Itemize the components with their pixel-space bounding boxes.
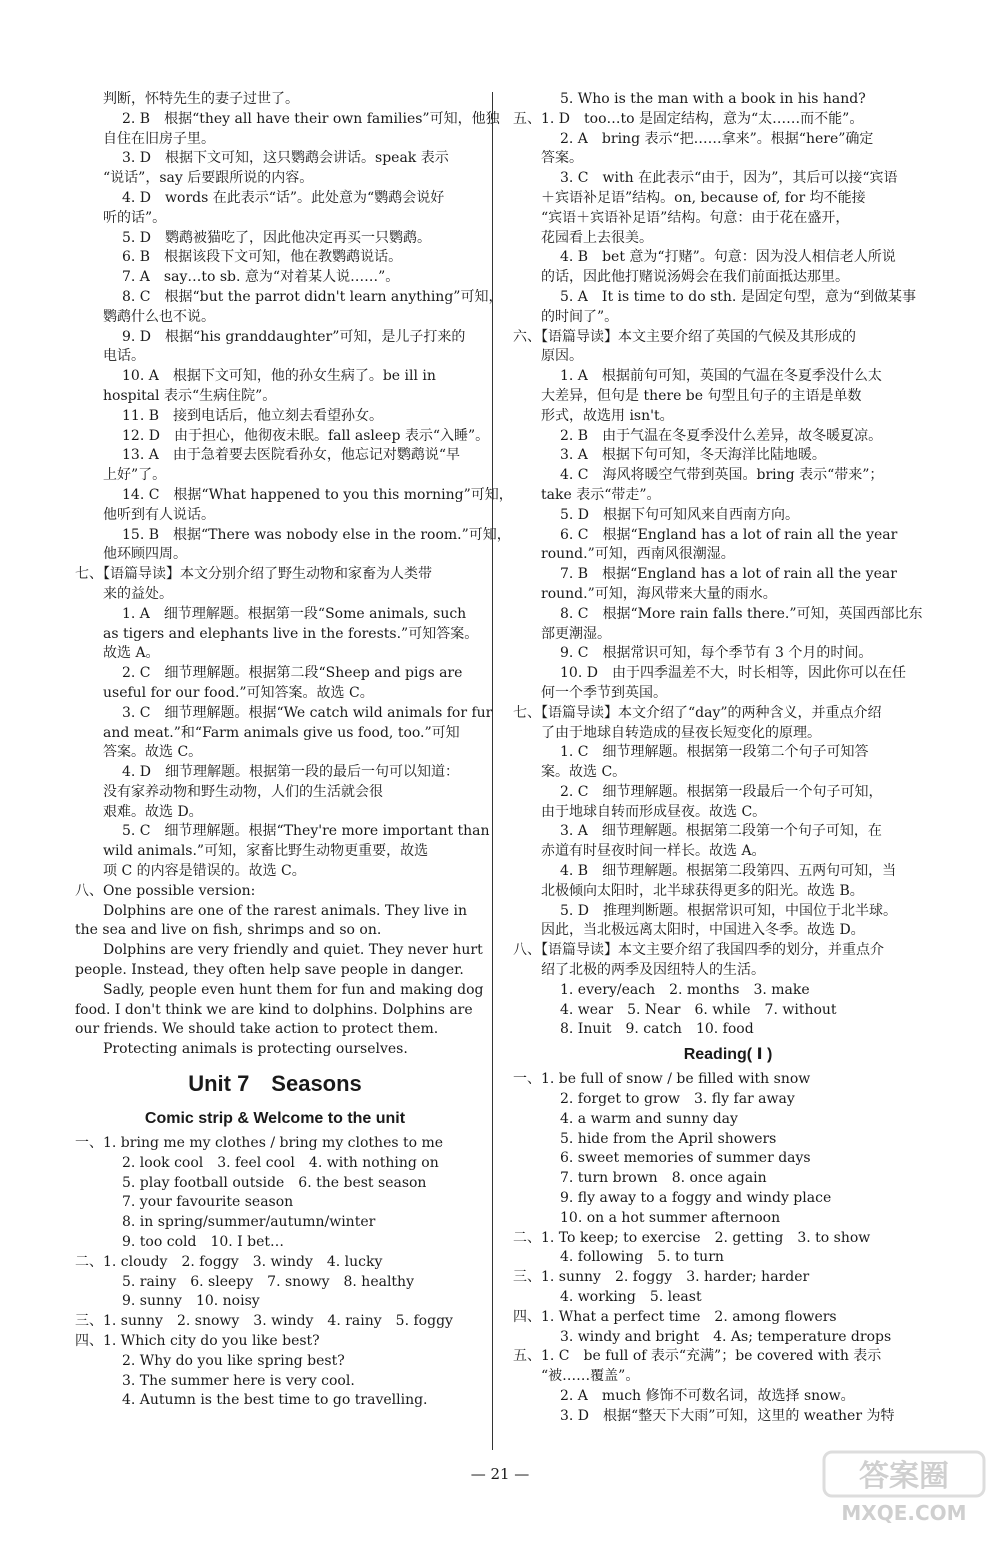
text-line: 4. following 5. to turn <box>560 1249 724 1266</box>
text-line: 3. D 根据下文可知，这只鹦鹉会讲话。speak 表示 <box>122 150 449 167</box>
text-line: 四、1. Which city do you like best? <box>75 1333 320 1350</box>
text-line: hospital 表示“生病住院”。 <box>103 387 277 404</box>
text-line: 2. Why do you like spring best? <box>122 1352 345 1369</box>
text-line: 故选 A。 <box>103 645 160 662</box>
page-number: — 21 — <box>470 1465 530 1483</box>
text-line: 4. C 海风将暖空气带到英国。bring 表示“带来”； <box>560 467 884 484</box>
text-line: 3. C with 在此表示“由于，因为”，其后可以接“宾语 <box>560 170 898 187</box>
text-line: 北极倾向太阳时，北半球获得更多的阳光。故选 B。 <box>541 882 864 899</box>
text-line: 4. working 5. least <box>560 1289 702 1306</box>
text-line: 二、1. cloudy 2. foggy 3. windy 4. lucky <box>75 1253 383 1270</box>
text-line: Protecting animals is protecting ourselves. <box>103 1041 408 1058</box>
text-line: 6. sweet memories of summer days <box>560 1150 811 1167</box>
text-line: 的话，因此他打赌说汤姆会在我们前面抵达那里。 <box>541 269 849 286</box>
text-line: 八、【语篇导读】本文主要介绍了我国四季的划分，并重点介 <box>513 942 884 959</box>
text-line: 6. B 根据该段下文可知，他在教鹦鹉说话。 <box>122 249 403 266</box>
text-line: “宾语＋宾语补足语”结构。句意：由于花在盛开， <box>541 209 850 226</box>
text-line: Sadly, people even hunt them for fun and making dog <box>103 981 484 998</box>
text-line: useful for our food.”可知答案。故选 C。 <box>103 684 374 701</box>
text-line: 部更潮湿。 <box>541 625 611 642</box>
text-line: 8. Inuit 9. catch 10. food <box>560 1021 754 1038</box>
text-line: food. I don't think we are kind to dolphins. Dolphins are <box>75 1001 473 1018</box>
text-line: 10. D 由于四季温差不大，时长相等，因此你可以在任 <box>560 665 906 682</box>
text-line: 3. windy and bright 4. As; temperature drops <box>560 1328 892 1345</box>
text-line: 三、1. sunny 2. foggy 3. harder; harder <box>513 1269 810 1286</box>
text-line: 答案。故选 C。 <box>103 744 203 761</box>
text-line: 了由于地球自转造成的昼夜长短变化的原理。 <box>541 724 821 741</box>
text-line: 7. turn brown 8. once again <box>560 1170 767 1187</box>
text-line: 5. D 鹦鹉被猫吃了，因此他决定再买一只鹦鹉。 <box>122 229 432 246</box>
text-line: Dolphins are very friendly and quiet. They never hurt <box>103 942 483 959</box>
text-line: 9. fly away to a foggy and windy place <box>560 1190 832 1207</box>
text-line: 形式，故选用 isn't。 <box>541 407 674 424</box>
text-line: 由于地球自转而形成昼夜。故选 C。 <box>541 803 767 820</box>
text-line: 5. D 推理判断题。根据常识可知，中国位于北半球。 <box>560 902 898 919</box>
text-line: 12. D 由于担心，他彻夜未眠。fall asleep 表示“入睡”。 <box>122 427 490 444</box>
text-line: 5. D 根据下句可知风来自西南方向。 <box>560 506 800 523</box>
text-line: 一、1. bring me my clothes / bring my clothes to me <box>75 1135 444 1152</box>
text-line: 4. D words 在此表示“话”。此处意为“鹦鹉会说好 <box>122 189 445 206</box>
text-line: “被……覆盖”。 <box>541 1368 640 1385</box>
text-line: 9. D 根据“his granddaughter”可知，是儿子打来的 <box>122 328 466 345</box>
text-line: 绍了北极的两季及因纽特人的生活。 <box>541 962 765 979</box>
text-line: 花园看上去很美。 <box>541 229 653 246</box>
text-line: 鹦鹉什么也不说。 <box>103 308 215 325</box>
text-line: 4. a warm and sunny day <box>560 1110 738 1127</box>
text-line: 原因。 <box>541 348 583 365</box>
text-line: 2. B 根据“they all have their own families”可知，他独 <box>122 110 500 127</box>
text-line: 8. C 根据“but the parrot didn't learn anything”可知， <box>122 288 503 305</box>
text-line: 上好”了。 <box>103 467 167 484</box>
text-line: round.”可知，西南风很潮湿。 <box>541 546 735 563</box>
text-line: 8. C 根据“More rain falls there.”可知，英国西部比东 <box>560 605 923 622</box>
text-line: 2. forget to grow 3. fly far away <box>560 1091 795 1108</box>
text-line: 5. rainy 6. sleepy 7. snowy 8. healthy <box>122 1273 414 1290</box>
text-line: 8. in spring/summer/autumn/winter <box>122 1214 376 1231</box>
text-line: 来的益处。 <box>103 585 173 602</box>
text-line: 9. too cold 10. I bet… <box>122 1234 285 1251</box>
text-line: 1. A 根据前句可知，英国的气温在冬夏季没什么太 <box>560 368 882 385</box>
text-line: and meat.”和“Farm animals give us food, too.”可知 <box>103 724 460 741</box>
text-line: 3. D 根据“整天下大雨”可知，这里的 weather 为特 <box>560 1407 895 1424</box>
text-line: 4. Autumn is the best time to go travelling. <box>122 1392 428 1409</box>
text-line: 七、【语篇导读】本文介绍了“day”的两种含义，并重点介绍 <box>513 704 882 721</box>
text-line: 7. A say…to sb. 意为“对着某人说……”。 <box>122 269 400 286</box>
text-line: 10. on a hot summer afternoon <box>560 1209 781 1226</box>
text-line: 1. C 细节理解题。根据第一段第二个句子可知答 <box>560 744 869 761</box>
text-line: 三、1. sunny 2. snowy 3. windy 4. rainy 5. foggy <box>75 1313 453 1330</box>
text-line: 1. A 细节理解题。根据第一段“Some animals, such <box>122 605 467 622</box>
text-line: 答案。 <box>541 150 583 167</box>
text-line: 何一个季节到英国。 <box>541 684 667 701</box>
section-heading: Reading( Ⅰ ) <box>683 1046 773 1064</box>
text-line: 五、1. D too…to 是固定结构，意为“太……而不能”。 <box>513 110 864 127</box>
text-line: 二、1. To keep; to exercise 2. getting 3. to show <box>513 1229 871 1246</box>
text-line: 11. B 接到电话后，他立刻去看望孙女。 <box>122 407 384 424</box>
text-line: 六、【语篇导读】本文主要介绍了英国的气候及其形成的 <box>513 328 856 345</box>
text-line: 项 C 的内容是错误的。故选 C。 <box>103 863 306 880</box>
text-line: our friends. We should take action to protect them. <box>75 1021 439 1038</box>
text-line: 7. your favourite season <box>122 1194 294 1211</box>
text-line: people. Instead, they often help save people in danger. <box>75 962 464 979</box>
watermark-logo <box>820 1448 988 1528</box>
watermark-text-bottom: MXQE.COM <box>841 1501 967 1525</box>
text-line: 2. look cool 3. feel cool 4. with nothing on <box>122 1154 439 1171</box>
text-line: 案。故选 C。 <box>541 764 627 781</box>
text-line: 5. A It is time to do sth. 是固定句型，意为“到做某事 <box>560 288 916 305</box>
text-line: 4. B bet 意为“打赌”。句意：因为没人相信老人所说 <box>560 249 896 266</box>
text-line: 9. C 根据常识可知，每个季节有 3 个月的时间。 <box>560 645 873 662</box>
text-line: 6. C 根据“England has a lot of rain all the year <box>560 526 898 543</box>
text-line: 的时间了”。 <box>541 308 619 325</box>
text-line: as tigers and elephants live in the forests.”可知答案。 <box>103 625 479 642</box>
text-line: the sea and live on fish, shrimps and so on. <box>75 922 382 939</box>
text-line: 2. A bring 表示“把……拿来”。根据“here”确定 <box>560 130 874 147</box>
text-line: 5. play football outside 6. the best season <box>122 1174 427 1191</box>
text-line: 没有家养动物和野生动物，人们的生活就会很 <box>103 783 383 800</box>
text-line: 5. C 细节理解题。根据“They're more important than <box>122 823 490 840</box>
text-line: 2. A much 修饰不可数名词，故选择 snow。 <box>560 1388 855 1404</box>
text-line: 听的话”。 <box>103 209 167 226</box>
text-line: 3. C 细节理解题。根据“We catch wild animals for fur <box>122 704 493 721</box>
text-line: 他听到有人说话。 <box>103 506 215 523</box>
text-line: 10. A 根据下文可知，他的孙女生病了。be ill in <box>122 368 436 385</box>
watermark-text-top: 答案圈 <box>859 1459 949 1494</box>
text-line: 他环顾四周。 <box>103 546 187 563</box>
text-line: take 表示“带走”。 <box>541 486 661 503</box>
text-line: ＋宾语补足语”结构。on, because of, for 均不能接 <box>541 189 866 206</box>
text-line: 1. every/each 2. months 3. make <box>560 981 810 998</box>
text-line: 4. wear 5. Near 6. while 7. without <box>560 1001 837 1018</box>
text-line: 13. A 由于急着要去医院看孙女，他忘记对鹦鹉说“早 <box>122 447 460 464</box>
text-line: 大差异，但句是 there be 句型且句子的主语是单数 <box>541 387 862 404</box>
text-line: 9. sunny 10. noisy <box>122 1293 260 1310</box>
left-column <box>75 90 513 1411</box>
text-line: 2. B 由于气温在冬夏季没什么差异，故冬暖夏凉。 <box>560 427 883 444</box>
text-line: 5. Who is the man with a book in his hand? <box>560 91 866 107</box>
text-line: 3. The summer here is very cool. <box>122 1372 355 1389</box>
text-line: “说话”，say 后要跟所说的内容。 <box>103 170 314 187</box>
section-heading: Unit 7 Seasons <box>188 1071 362 1097</box>
text-line: 2. C 细节理解题。根据第一段最后一个句子可知， <box>560 783 883 800</box>
text-line: Dolphins are one of the rarest animals. They live in <box>103 902 468 919</box>
text-line: 五、1. C be full of 表示“充满”；be covered with 表示 <box>513 1348 882 1365</box>
text-line: 四、1. What a perfect time 2. among flowers <box>513 1308 837 1325</box>
text-line: 因此，当北极远离太阳时，中国进入冬季。故选 D。 <box>541 922 865 939</box>
text-line: 4. B 细节理解题。根据第二段第四、五两句可知，当 <box>560 863 897 880</box>
text-line: wild animals.”可知，家畜比野生动物更重要，故选 <box>103 843 429 860</box>
text-line: 一、1. be full of snow / be filled with snow <box>513 1071 811 1088</box>
text-line: 14. C 根据“What happened to you this morning”可知， <box>122 486 513 503</box>
text-line: 电话。 <box>103 348 145 365</box>
text-line: 3. A 细节理解题。根据第二段第一个句子可知，在 <box>560 823 882 840</box>
right-column <box>513 90 943 1427</box>
text-line: 自住在旧房子里。 <box>103 130 215 147</box>
text-line: 5. hide from the April showers <box>560 1130 777 1147</box>
text-line: 15. B 根据“There was nobody else in the room.”可知， <box>122 526 511 543</box>
text-line: 赤道有时昼夜时间一样长。故选 A。 <box>541 843 766 860</box>
text-line: 八、One possible version: <box>75 882 256 899</box>
text-line: 4. D 细节理解题。根据第一段的最后一句可以知道： <box>122 764 460 781</box>
text-line: 七、【语篇导读】本文分别介绍了野生动物和家畜为人类带 <box>75 566 432 583</box>
text-line: 2. C 细节理解题。根据第二段“Sheep and pigs are <box>122 665 463 682</box>
section-heading: Comic strip & Welcome to the unit <box>144 1110 406 1128</box>
text-line: 7. B 根据“England has a lot of rain all the year <box>560 566 897 583</box>
text-line: 3. A 根据下句可知，冬天海洋比陆地暖。 <box>560 447 826 464</box>
text-line: 艰难。故选 D。 <box>103 803 203 820</box>
text-line: 判断，怀特先生的妻子过世了。 <box>103 91 299 107</box>
text-line: round.”可知，海风带来大量的雨水。 <box>541 585 777 602</box>
